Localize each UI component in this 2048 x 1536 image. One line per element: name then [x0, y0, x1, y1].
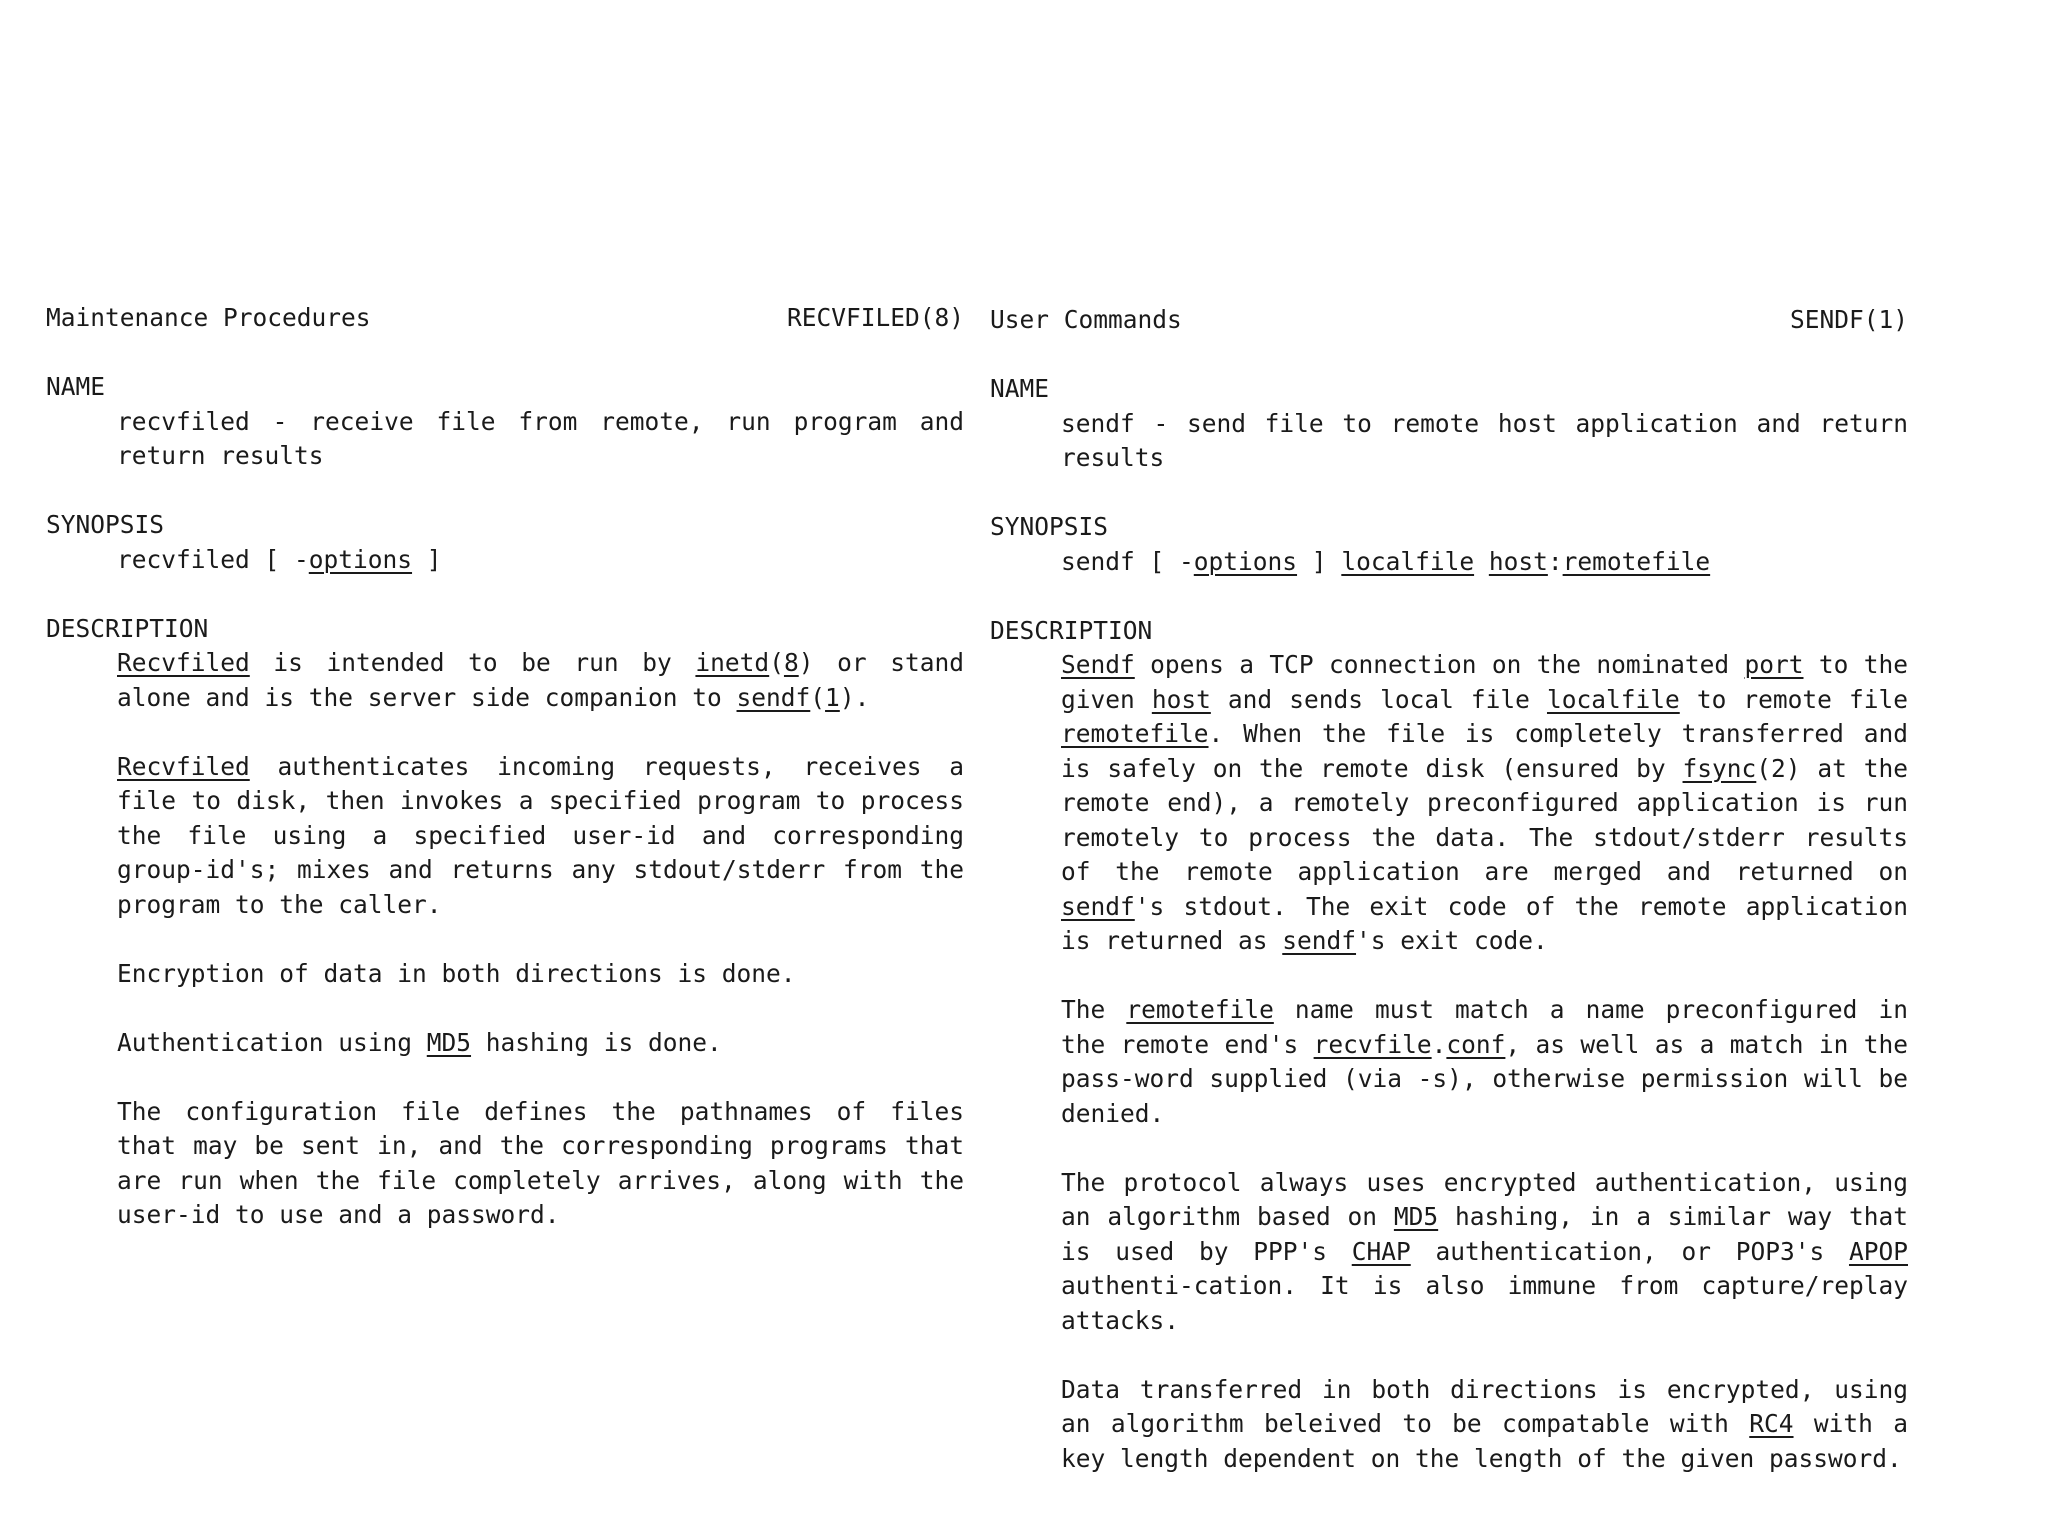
- synopsis-text: [117, 543, 964, 578]
- synopsis-open-bracket: [ -: [249, 544, 309, 574]
- description-paragraph-3: [1061, 1166, 1908, 1339]
- text-run: hashing is done.: [471, 1027, 722, 1057]
- synopsis-host: host: [1488, 546, 1548, 576]
- header-page-id: RECVFILED(8): [786, 303, 964, 332]
- ref-sendf: sendf: [1061, 891, 1135, 921]
- synopsis-command: recvfiled: [117, 544, 250, 574]
- text-run: :: [1547, 546, 1563, 576]
- text-run: The: [1061, 995, 1127, 1024]
- synopsis-close-bracket: ]: [412, 544, 442, 574]
- page-header: [46, 301, 964, 336]
- name-text: recvfiled - receive file from remote, run program and return results: [117, 406, 964, 470]
- name-heading: NAME: [990, 374, 1050, 403]
- ref-section-8: 8: [783, 648, 799, 677]
- synopsis-localfile: localfile: [1341, 546, 1475, 576]
- text-run: , as well as a match in the pass-word supplied (via -s), otherwise permission will be denied.: [1061, 1029, 1908, 1128]
- text-run: . When the file is completely transferred and is safely on the remote disk (ensured by: [1061, 719, 1908, 783]
- text-run: [1474, 547, 1489, 576]
- synopsis-heading: SYNOPSIS: [990, 512, 1109, 541]
- header-page-id: SENDF(1): [1789, 305, 1908, 334]
- ref-recvfiled: Recvfiled: [117, 648, 250, 677]
- page-body: [46, 370, 964, 1267]
- text-run: opens a TCP connection on the nominated: [1134, 650, 1745, 679]
- text-run: is intended to be run by: [249, 648, 696, 677]
- ref-apop: APOP: [1848, 1236, 1908, 1266]
- description-paragraph-1: [117, 646, 964, 715]
- description-heading: DESCRIPTION: [990, 615, 1153, 645]
- ref-recvfiled: Recvfiled: [117, 751, 250, 781]
- ref-localfile: localfile: [1546, 684, 1680, 714]
- ref-chap: CHAP: [1351, 1236, 1411, 1266]
- text-run: ).: [839, 682, 870, 712]
- text-run: (: [769, 648, 784, 677]
- ref-sendf: Sendf: [1061, 650, 1135, 679]
- description-paragraph-4: [117, 1026, 964, 1061]
- description-paragraph-2: [1061, 993, 1908, 1131]
- description-heading: DESCRIPTION: [46, 613, 209, 643]
- text-run: hashing, in a similar way that is used by PPP's: [1061, 1202, 1908, 1266]
- ref-remotefile: remotefile: [1061, 719, 1209, 748]
- ref-section-1: 1: [825, 682, 840, 712]
- header-section-title: User Commands: [990, 305, 1182, 334]
- ref-port: port: [1744, 650, 1804, 679]
- synopsis-command: sendf: [1061, 546, 1135, 576]
- description-paragraph-1: [1061, 648, 1908, 959]
- ref-remotefile: remotefile: [1126, 995, 1274, 1024]
- ref-inetd: inetd: [695, 648, 770, 677]
- sendf-man-page: [990, 0, 1908, 1536]
- text-run: 's stdout. The exit code of the remote application is returned as: [1061, 891, 1908, 955]
- synopsis-options: options: [1193, 546, 1298, 576]
- header-section-title: Maintenance Procedures: [46, 303, 371, 332]
- text-run: with a key length dependent on the length of the given password.: [1061, 1409, 1908, 1473]
- text-run: Authentication using: [117, 1027, 427, 1057]
- ref-rc4: RC4: [1749, 1409, 1794, 1438]
- description-paragraph-4: [1061, 1373, 1908, 1477]
- ref-conf: conf: [1446, 1029, 1506, 1059]
- synopsis-open-bracket: [ -: [1134, 546, 1194, 576]
- text-run: The protocol always uses encrypted authentication, using an algorithm based on: [1061, 1167, 1908, 1231]
- recvfiled-man-page: [46, 0, 964, 1536]
- description-paragraph-5: The configuration file defines the pathnames of files that may be sent in, and the corresponding programs that are run when the file completely arrives, along with the user-id to use and a password.: [117, 1096, 964, 1229]
- text-run: authenti-cation. It is also immune from capture/replay attacks.: [1061, 1271, 1908, 1335]
- name-heading: NAME: [46, 372, 106, 401]
- text-run: name must match a name preconfigured in the remote end's: [1061, 995, 1908, 1059]
- ref-sendf: sendf: [736, 682, 811, 712]
- ref-md5: MD5: [1393, 1202, 1439, 1231]
- text-run: authentication, or POP3's: [1410, 1236, 1849, 1266]
- synopsis-remotefile: remotefile: [1562, 546, 1711, 576]
- synopsis-options: options: [308, 544, 413, 574]
- synopsis-heading: SYNOPSIS: [46, 510, 165, 539]
- synopsis-text: [1061, 545, 1908, 580]
- description-paragraph-3: Encryption of data in both directions is done.: [117, 958, 796, 988]
- text-run: .: [1431, 1029, 1447, 1059]
- text-run: (2) at the remote end), a remotely preconfigured application is run remotely to process the data. The stdout/stderr results of the remote application are merged and returned on: [1061, 753, 1908, 886]
- page-header: [990, 303, 1908, 338]
- synopsis-close-bracket: ]: [1297, 546, 1342, 576]
- text-run: 's exit code.: [1356, 926, 1548, 955]
- ref-host: host: [1151, 684, 1211, 714]
- text-run: ) or stand alone and is the server side companion to: [117, 648, 964, 712]
- ref-sendf: sendf: [1282, 926, 1357, 955]
- ref-recvfile: recvfile: [1313, 1029, 1432, 1059]
- page-body: [990, 372, 1908, 1511]
- text-run: to the given: [1061, 650, 1908, 714]
- ref-md5: MD5: [426, 1027, 472, 1057]
- text-run: Data transferred in both directions is encrypted, using an algorithm beleived to be compatable with: [1061, 1374, 1908, 1438]
- name-text: sendf - send file to remote host application and return results: [1061, 408, 1908, 472]
- ref-fsync: fsync: [1682, 753, 1757, 783]
- text-run: (: [810, 682, 826, 712]
- text-run: authenticates incoming requests, receives a file to disk, then invokes a specified program to process the file using a specified user-id and corresponding group-id's; mixes and returns any stdout/stderr from the program to the caller.: [117, 751, 964, 919]
- text-run: to remote file: [1679, 684, 1908, 714]
- description-paragraph-2: [117, 750, 964, 923]
- text-run: and sends local file: [1210, 684, 1547, 714]
